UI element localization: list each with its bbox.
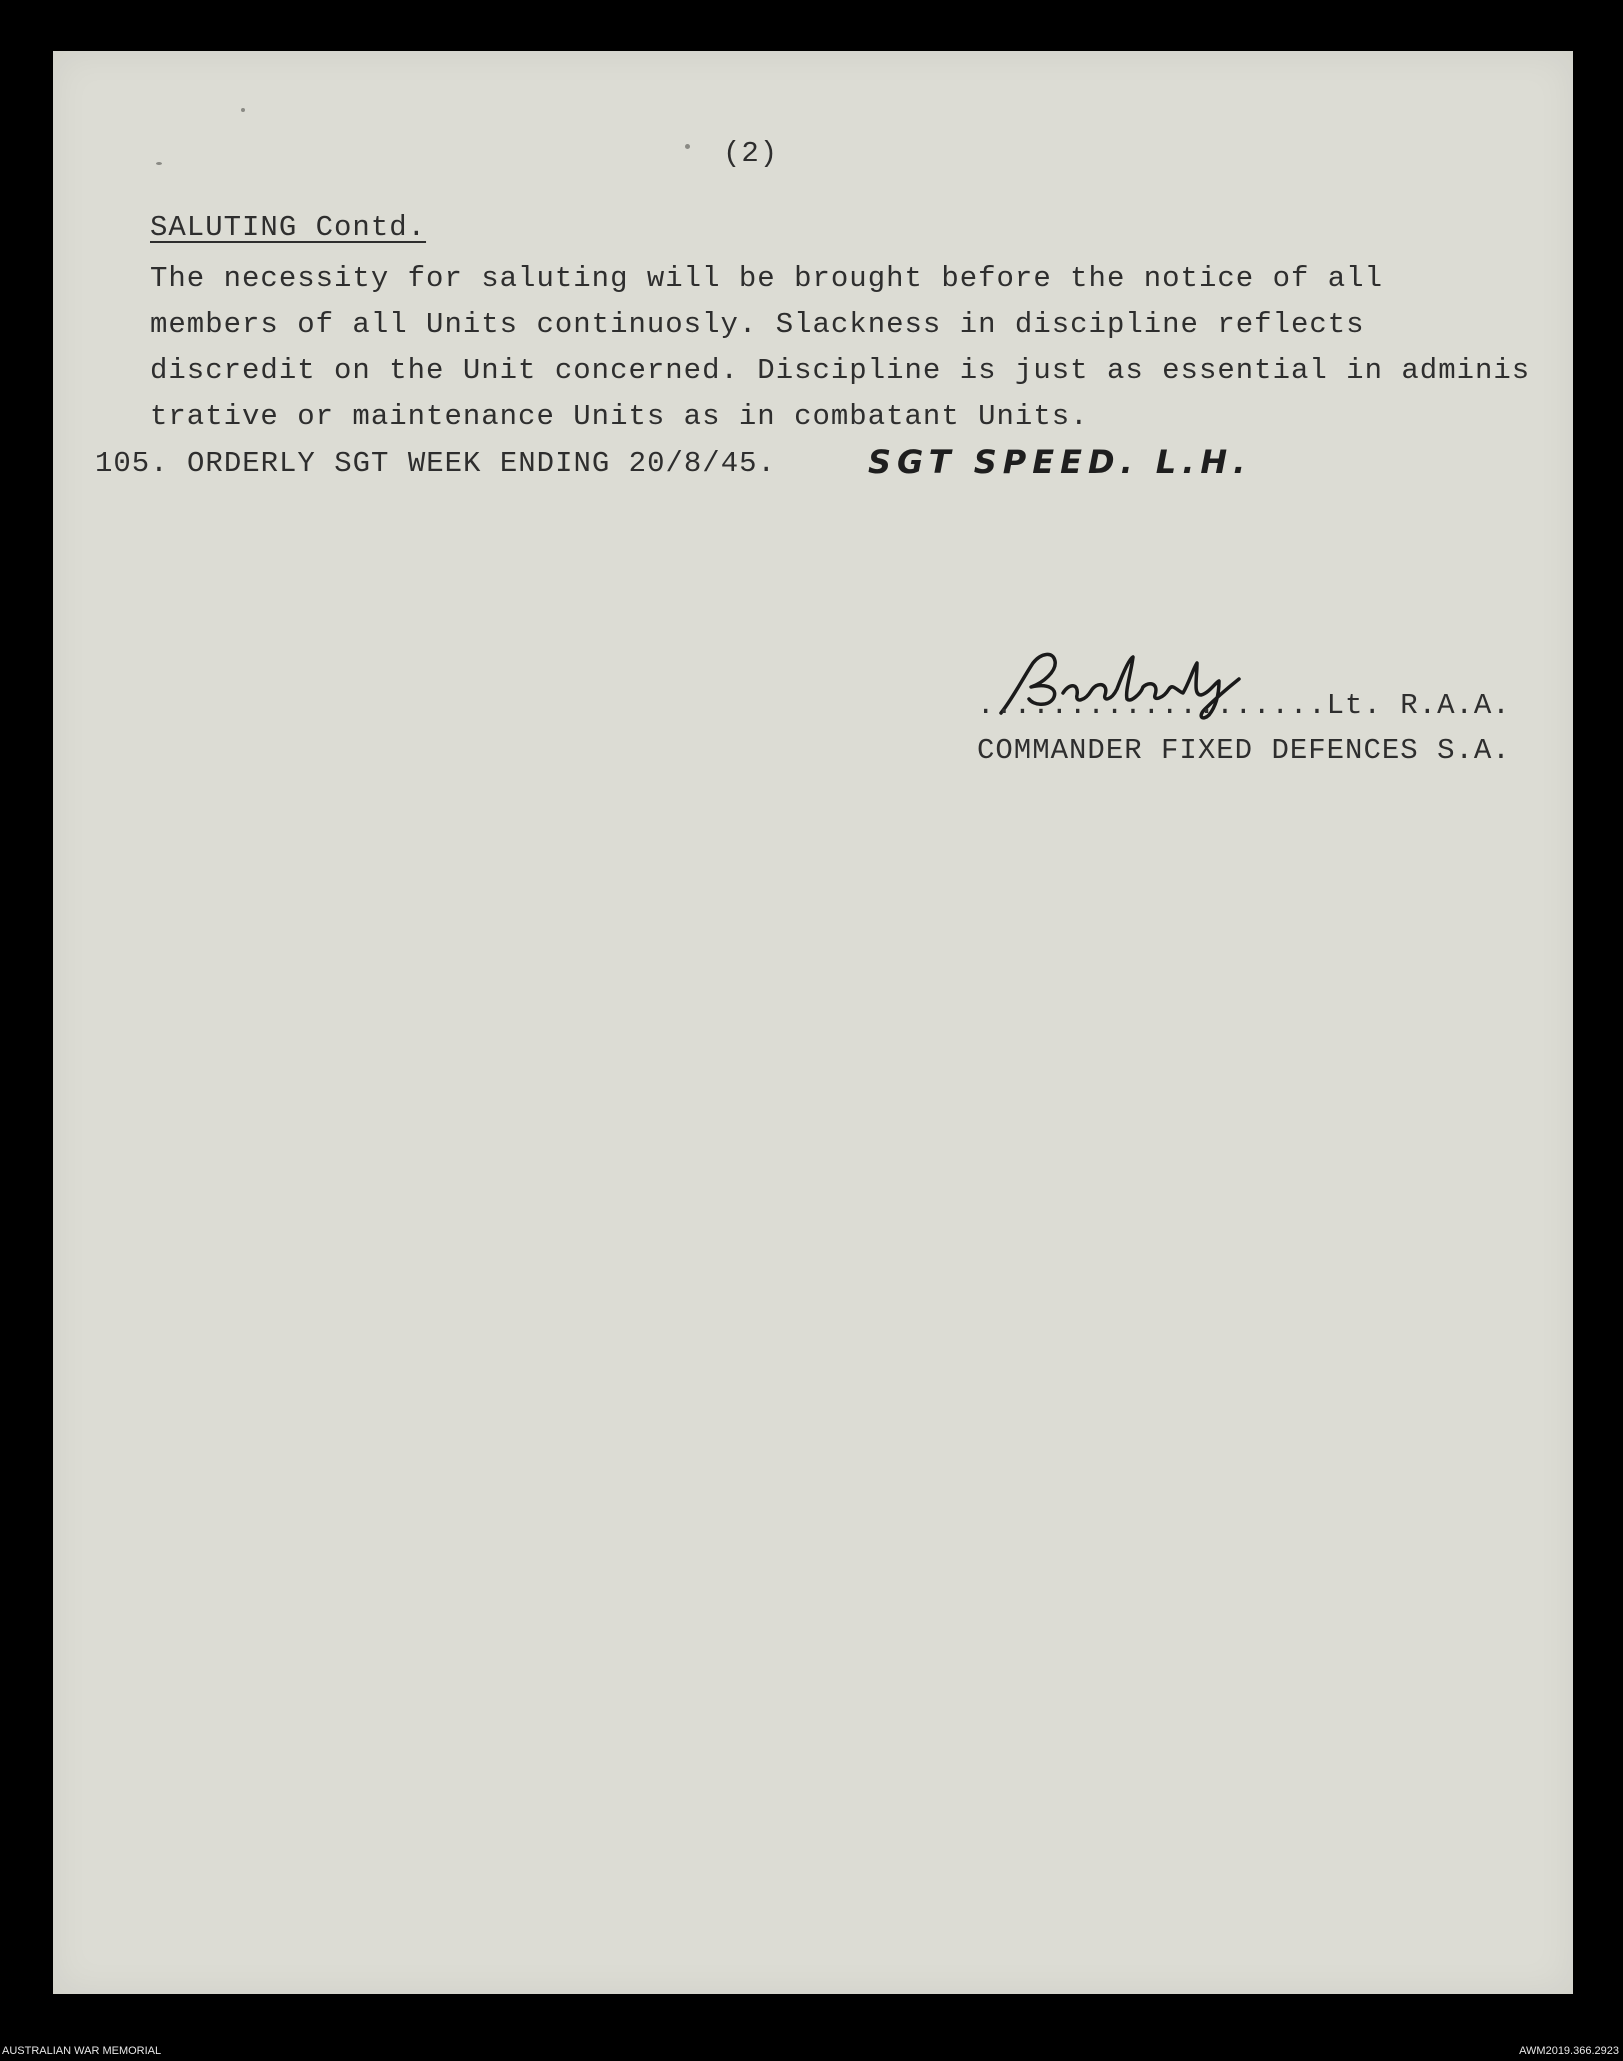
document-page [53, 51, 1573, 1994]
orderly-sgt-item: 105. ORDERLY SGT WEEK ENDING 20/8/45. [95, 447, 776, 480]
signature-title: COMMANDER FIXED DEFENCES S.A. [977, 734, 1511, 767]
archive-reference: AWM2019.366.2923 [1519, 2045, 1619, 2057]
paragraph-line: discredit on the Unit concerned. Discipline is just as essential in adminis [150, 354, 1531, 387]
paragraph-line: The necessity for saluting will be brought before the notice of all [150, 262, 1383, 295]
handwritten-entry: SGT SPEED. L.H. [868, 443, 1252, 481]
paper-speck [156, 162, 162, 165]
page-number: (2) [723, 137, 779, 170]
paragraph-line: trative or maintenance Units as in combatant Units. [150, 400, 1089, 433]
paragraph-line: members of all Units continuosly. Slackness in discipline reflects [150, 308, 1365, 341]
signature-line: ...................Lt. R.A.A. [977, 689, 1511, 722]
section-heading: SALUTING Contd. [150, 211, 427, 244]
archive-credit: AUSTRALIAN WAR MEMORIAL [2, 2045, 162, 2057]
saluting-paragraph [150, 256, 1530, 440]
paper-speck [685, 144, 690, 149]
paper-speck [241, 108, 245, 112]
